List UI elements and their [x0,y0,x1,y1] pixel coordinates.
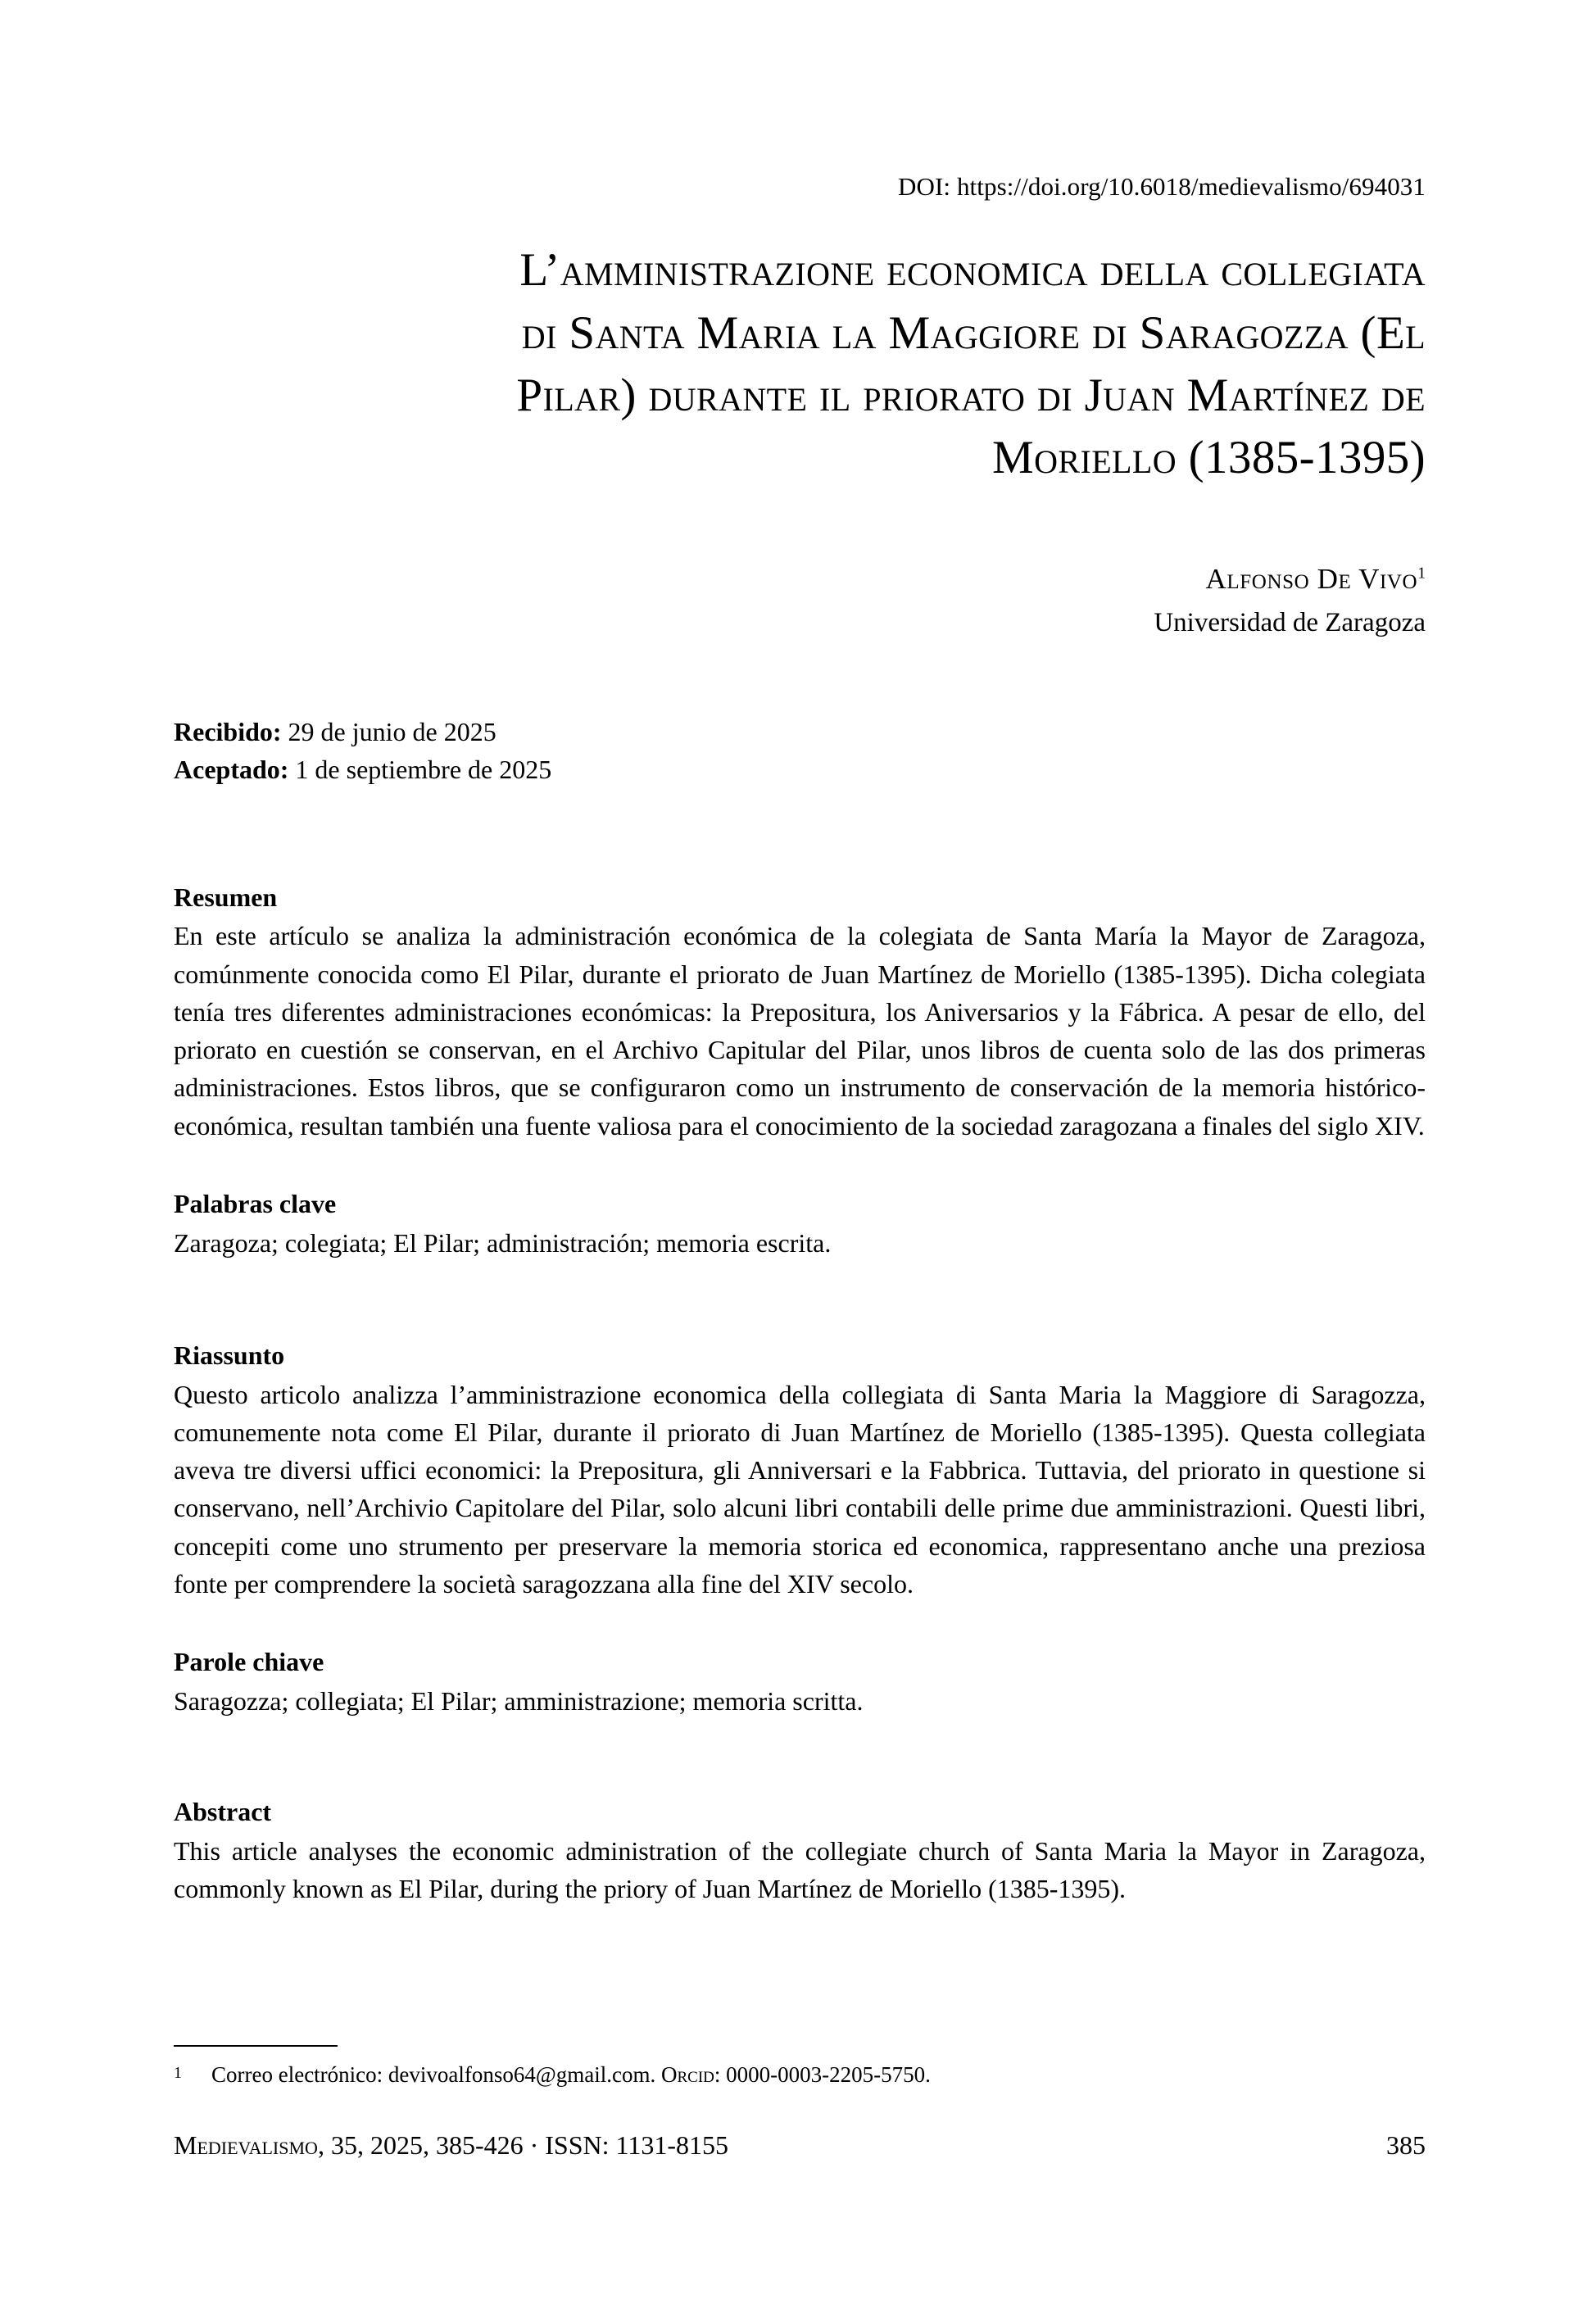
footnote-marker: 1 [174,2064,182,2082]
received-date-line [174,713,1426,751]
accepted-label: Aceptado: [174,755,289,785]
title-line-2: di Santa Maria la Maggiore di Saragozza (El [521,306,1426,359]
footnote-email: Correo electrónico: devivoalfonso64@gmail.com. [211,2062,661,2087]
palabras-clave-heading: Palabras clave [174,1188,337,1218]
doi-line: DOI: https://doi.org/10.6018/medievalismo/694031 [897,172,1426,201]
section-riassunto [174,1337,1426,1603]
page-number: 385 [1386,2130,1426,2160]
footnote-orcid-value: : 0000-0003-2205-5750. [714,2062,931,2087]
section-resumen [174,879,1426,1145]
title-line-3: Pilar) durante il priorato di Juan Martínez de [516,370,1426,422]
received-label: Recibido: [174,717,282,747]
article-title [174,239,1426,490]
abstract-heading: Abstract [174,1797,272,1827]
riassunto-body: Questo articolo analizza l’amministrazione economica della collegiata di Santa Maria la Maggiore di Saragozza, comunemente nota come El Pilar, durante il priorato di Juan Martínez de Moriello (1385-1395). Questa collegiata aveva tre diversi uffici economici: la Prepositura, gli Anniversari e la Fabbrica. Tuttavia, del priorato in questione si conservano, nell’Archivio Capitolare del Pilar, solo alcuni libri contabili delle prime due amministrazioni. Questi libri, concepiti come uno strumento per preservare la memoria storica ed economica, rappresentano anche una preziosa fonte per comprendere la società saragozzana alla fine del XIV secolo. [174,1379,1426,1599]
submission-dates [174,713,1426,788]
footnote-orcid-label: Orcid [660,2062,714,2087]
title-line-1: L’amministrazione economica della collegiata [519,244,1426,297]
author-block [174,559,1426,643]
resumen-body: En este artículo se analiza la administración económica de la colegiata de Santa María la Mayor de Zaragoza, comúnmente conocida como El Pilar, durante el priorato de Juan Martínez de Moriello (1385-1395). Dicha colegiata tenía tres diferentes administraciones económicas: la Prepositura, los Aniversarios y la Fábrica. A pesar de ello, del priorato en cuestión se conservan, en el Archivo Capitular del Pilar, unos libros de cuenta solo de las dos primeras administraciones. Estos libros, que se configuraron como un instrumento de conservación de la memoria histórico-económica, resultan también una fuente valiosa para el conocimiento de la sociedad zaragozana a finales del siglo XIV. [174,921,1426,1141]
footnote-body [211,2060,1426,2091]
footer-citation [174,2130,728,2161]
page-content [174,0,1426,1907]
accepted-date-line [174,751,1426,788]
author-name [174,559,1426,601]
title-line-4: Moriello (1385-1395) [992,432,1426,484]
footnote-area [174,2045,1426,2091]
riassunto-heading: Riassunto [174,1340,285,1370]
parole-chiave-body: Saragozza; collegiata; El Pilar; amministrazione; memoria scritta. [174,1685,864,1716]
received-value: 29 de junio de 2025 [281,717,496,747]
palabras-clave-body: Zaragoza; colegiata; El Pilar; administración; memoria escrita. [174,1227,832,1258]
abstract-body: This article analyses the economic administration of the collegiate church of Santa Maria la Mayor in Zaragoza, commonly known as El Pilar, during the priory of Juan Martínez de Moriello (1385-1395). [174,1835,1426,1904]
author-footnote-marker: 1 [1417,565,1426,583]
author-affiliation: Universidad de Zaragoza [1154,607,1426,637]
footer-journal-name: Medievalismo [174,2130,318,2160]
section-palabras-clave [174,1186,1426,1262]
author-name-text: Alfonso De Vivo [1205,562,1418,595]
resumen-heading: Resumen [174,882,278,912]
footnote-separator-rule [174,2045,338,2047]
accepted-value: 1 de septiembre de 2025 [288,755,552,785]
section-parole-chiave [174,1644,1426,1720]
section-abstract [174,1794,1426,1907]
page-footer [174,2130,1426,2161]
parole-chiave-heading: Parole chiave [174,1646,324,1676]
footnote-entry [174,2060,1426,2091]
footer-citation-detail: , 35, 2025, 385-426 · ISSN: 1131-8155 [317,2130,728,2160]
